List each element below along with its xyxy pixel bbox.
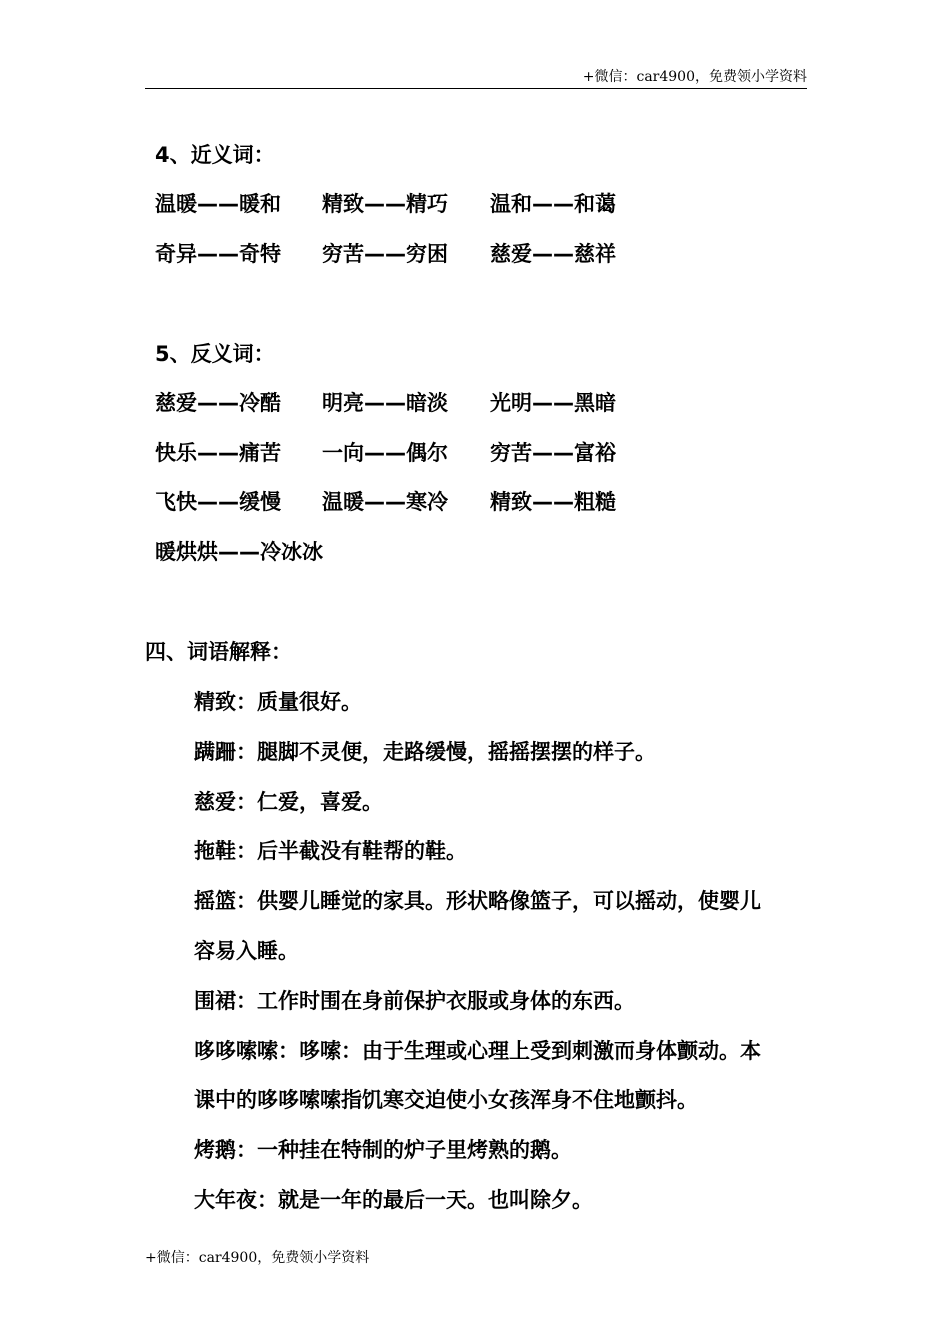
antonym-pair: 快乐——痛苦 (155, 441, 281, 465)
synonym-row (155, 238, 675, 266)
synonym-pair: 穷苦——穷困 (322, 242, 448, 266)
explanations-title: 四、词语解释： (145, 640, 292, 664)
antonym-row (155, 437, 675, 465)
antonym-pair: 明亮——暗淡 (322, 391, 448, 415)
synonym-pair: 温和——和蔼 (490, 192, 616, 216)
antonym-pair: 慈爱——冷酷 (155, 391, 281, 415)
explanation-line: 课中的哆哆嗦嗦指饥寒交迫使小女孩浑身不住地颤抖。 (194, 1088, 698, 1112)
antonym-pair: 穷苦——富裕 (490, 441, 616, 465)
explanation-line: 蹒跚：腿脚不灵便，走路缓慢，摇摇摆摆的样子。 (194, 740, 656, 764)
antonym-pair: 暖烘烘——冷冰冰 (155, 540, 323, 564)
synonym-row (155, 188, 675, 216)
antonym-row (155, 536, 323, 566)
explanation-line: 慈爱：仁爱，喜爱。 (194, 790, 383, 814)
synonym-pair: 奇异——奇特 (155, 242, 281, 266)
antonym-pair: 光明——黑暗 (490, 391, 616, 415)
synonyms-title: 4、近义词： (155, 143, 275, 167)
explanation-line: 大年夜：就是一年的最后一天。也叫除夕。 (194, 1188, 593, 1212)
explanation-line: 哆哆嗦嗦：哆嗦：由于生理或心理上受到刺激而身体颤动。本 (194, 1039, 761, 1063)
header-text: +微信：car4900，免费领小学资料 (582, 69, 807, 85)
antonyms-title: 5、反义词： (155, 342, 275, 366)
antonym-pair: 一向——偶尔 (322, 441, 448, 465)
explanation-line: 烤鹅：一种挂在特制的炉子里烤熟的鹅。 (194, 1138, 572, 1162)
antonym-pair: 温暖——寒冷 (322, 490, 448, 514)
antonym-pair: 飞快——缓慢 (155, 490, 281, 514)
page-header (145, 66, 807, 89)
synonym-pair: 慈爱——慈祥 (490, 242, 616, 266)
synonym-pair: 温暖——暖和 (155, 192, 281, 216)
explanation-line: 拖鞋：后半截没有鞋帮的鞋。 (194, 839, 467, 863)
explanation-line: 容易入睡。 (194, 939, 299, 963)
explanation-line: 精致：质量很好。 (194, 690, 362, 714)
page-footer: +微信：car4900，免费领小学资料 (145, 1250, 370, 1266)
antonym-row (155, 387, 675, 415)
synonym-pair: 精致——精巧 (322, 192, 448, 216)
antonym-pair: 精致——粗糙 (490, 490, 616, 514)
explanation-line: 围裙：工作时围在身前保护衣服或身体的东西。 (194, 989, 635, 1013)
antonym-row (155, 486, 675, 514)
explanation-line: 摇篮：供婴儿睡觉的家具。形状略像篮子，可以摇动，使婴儿 (194, 889, 761, 913)
